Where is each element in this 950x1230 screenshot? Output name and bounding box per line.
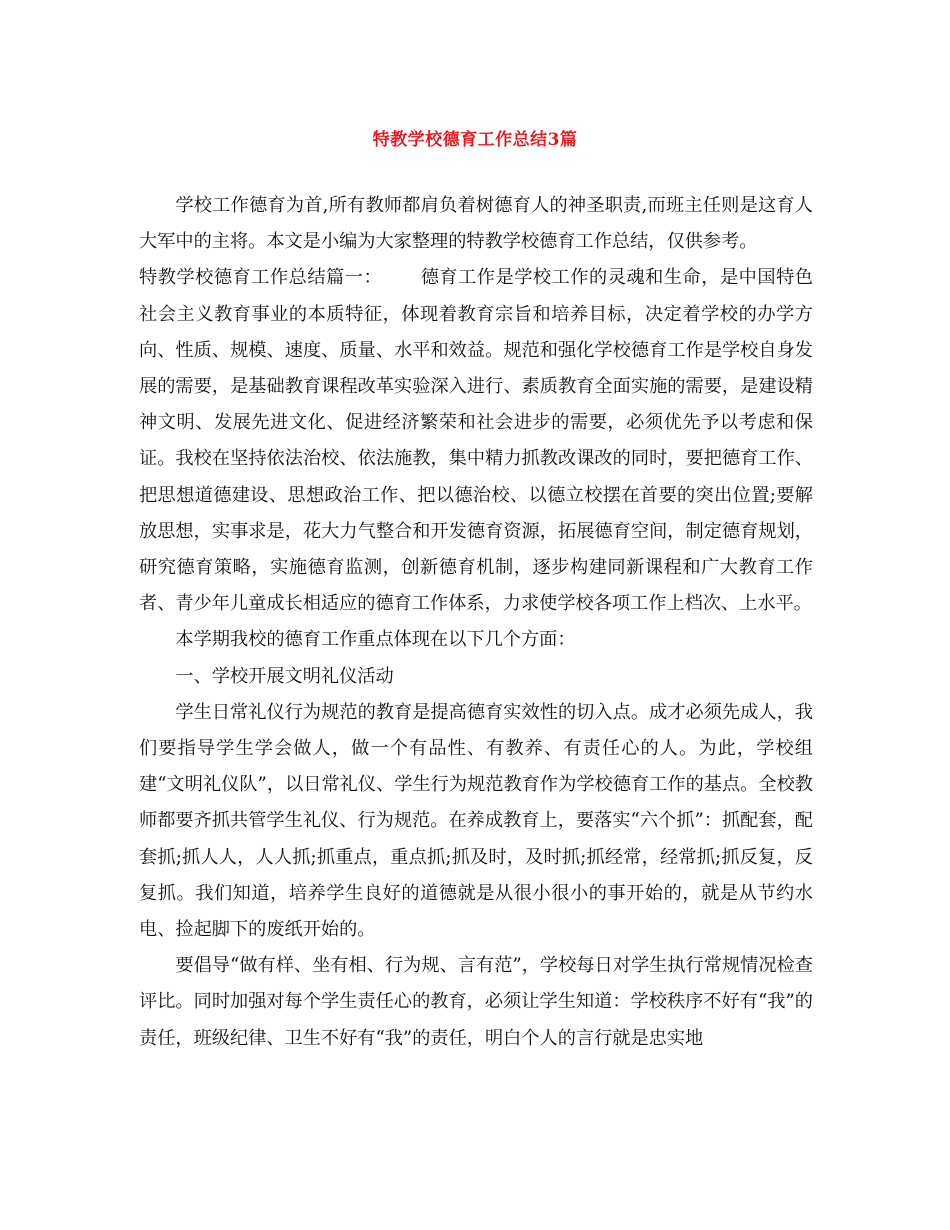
part1-text: 德育工作是学校工作的灵魂和生命，是中国特色社会主义教育事业的本质特征，体现着教育宗旨和培养目标，决定着学校的办学方向、性质、规模、速度、质量、水平和效益。规范和强化学校德育工作是学校自身发展的需要，是基础教育课程改革实验深入进行、素质教育全面实施的需要，是建设精神文明、发展先进文化、促进经济繁荣和社会进步的需要，必须优先予以考虑和保证。我校在坚持依法治校、依法施教，集中精力抓教改课改的同时，要把德育工作、把思想道德建设、思想政治工作、把以德治校、以德立校摆在首要的突出位置;要解放思想，实事求是，花大力气整合和开发德育资源，拓展德育空间，制定德育规划，研究德育策略，实施德育监测，创新德育机制，逐步构建同新课程和广大教育工作者、青少年儿童成长相适应的德育工作体系，力求使学校各项工作上档次、上水平。 xyxy=(139,267,813,615)
section1-paragraph-2: 要倡导“做有样、坐有相、行为规、言有范”，学校每日对学生执行常规情况检查评比。同时加强对每个学生责任心的教育，必须让学生知道：学校秩序不好有“我”的责任，班级纪律、卫生不好有“我”的责任，明白个人的言行就是忠实地 xyxy=(139,955,813,1049)
section1-paragraph-1: 学生日常礼仪行为规范的教育是提高德育实效性的切入点。成才必须先成人，我们要指导学生学会做人，做一个有品性、有教养、有责任心的人。为此，学校组建“文明礼仪队”，以日常礼仪、学生行为规范教育作为学校德育工作的基点。全校教师都要齐抓共管学生礼仪、行为规范。在养成教育上，要落实“六个抓”：抓配套，配套抓;抓人人，人人抓;抓重点，重点抓;抓及时，及时抓;抓经常，经常抓;抓反复，反复抓。我们知道，培养学生良好的道德就是从很小很小的事开始的，就是从节约水电、捡起脚下的废纸开始的。 xyxy=(139,701,813,941)
part1-paragraph xyxy=(139,260,813,622)
document-title: 特教学校德育工作总结3篇 xyxy=(372,130,578,150)
section1-heading: 一、学校开展文明礼仪活动 xyxy=(175,665,394,687)
document-body xyxy=(139,188,813,1057)
intro-paragraph: 学校工作德育为首,所有教师都肩负着树德育人的神圣职责,而班主任则是这育人大军中的主将。本文是小编为大家整理的特教学校德育工作总结，仅供参考。 xyxy=(139,195,813,253)
focus-intro-paragraph: 本学期我校的德育工作重点体现在以下几个方面： xyxy=(175,629,576,651)
part1-heading: 特教学校德育工作总结篇一： xyxy=(139,267,383,289)
